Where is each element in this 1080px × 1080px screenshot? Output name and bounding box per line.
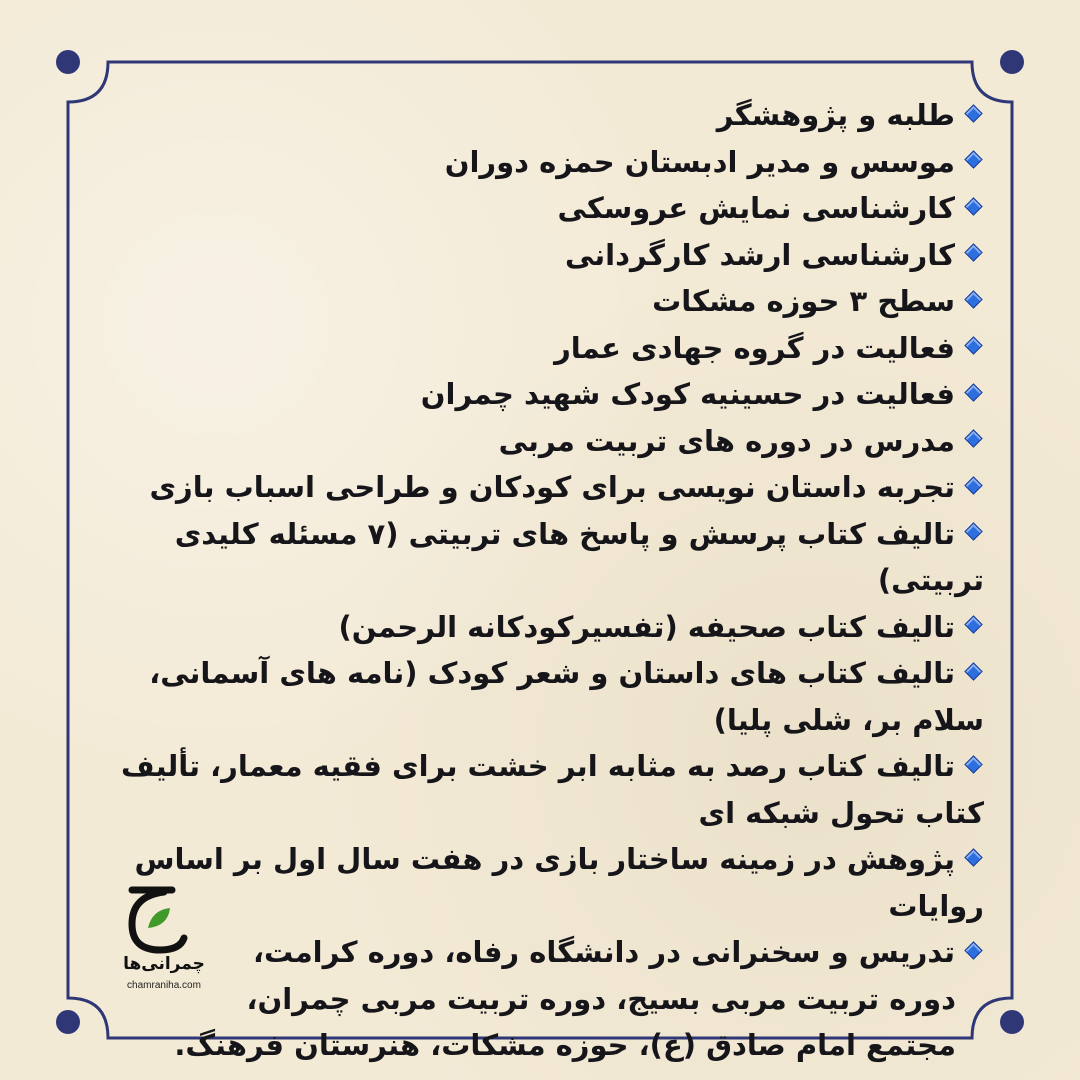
logo-url: chamraniha.com <box>127 980 201 991</box>
list-item <box>112 464 984 511</box>
list-item-text: فعالیت در گروه جهادی عمار <box>554 330 955 365</box>
list-item <box>112 418 984 465</box>
list-item <box>112 650 984 743</box>
diamond-bullet-icon <box>964 522 982 540</box>
list-item-text: موسس و مدیر ادبستان حمزه دوران <box>444 144 955 179</box>
chamraniha-logo <box>106 876 222 1006</box>
list-item-text: تالیف کتاب رصد به مثابه ابر خشت برای فقیه معمار، تألیف کتاب تحول شبکه ای <box>121 749 984 830</box>
diamond-bullet-icon <box>964 150 982 168</box>
diamond-bullet-icon <box>964 197 982 215</box>
list-item <box>112 139 984 186</box>
list-item-continuation: مجتمع امام صادق (ع)، حوزه مشکات، هنرستان فرهنگ. <box>174 1028 956 1062</box>
list-item <box>112 92 984 139</box>
diamond-bullet-icon <box>964 755 982 773</box>
list-item <box>112 185 984 232</box>
diamond-bullet-icon <box>964 243 982 261</box>
frame-corner-dot-bottom-right <box>1000 1010 1024 1034</box>
diamond-bullet-icon <box>964 615 982 633</box>
list-item <box>112 511 984 604</box>
list-item <box>112 929 984 976</box>
frame-corner-dot-bottom-left <box>56 1010 80 1034</box>
list-item-text: تالیف کتاب های داستان و شعر کودک (نامه های آسمانی، سلام بر، شلی پلیا) <box>149 656 984 737</box>
list-item <box>112 232 984 279</box>
list-item <box>112 604 984 651</box>
list-item <box>112 743 984 836</box>
list-item-text: کارشناسی ارشد کارگردانی <box>564 237 955 272</box>
list-item-text: تدریس و سخنرانی در دانشگاه رفاه، دوره کرامت، <box>252 935 955 969</box>
frame-corner-dot-top-left <box>56 50 80 74</box>
list-item-text: تالیف کتاب صحیفه (تفسیرکودکانه الرحمن) <box>338 609 955 644</box>
list-item-text: پژوهش در زمینه ساختار بازی در هفت سال اول بر اساس روایات <box>134 842 984 923</box>
list-item-text: تالیف کتاب پرسش و پاسخ های تربیتی (۷ مسئله کلیدی تربیتی) <box>174 516 984 597</box>
list-item-text: فعالیت در حسینیه کودک شهید چمران <box>420 377 955 411</box>
diamond-bullet-icon <box>964 662 982 680</box>
diamond-bullet-icon <box>964 429 982 447</box>
chamran-logo-icon <box>118 876 198 956</box>
list-item-continuation: دوره تربیت مربی بسیج، دوره تربیت مربی چمران، <box>246 981 956 1016</box>
diamond-bullet-icon <box>964 476 982 494</box>
list-item <box>112 836 984 929</box>
diamond-bullet-icon <box>964 104 982 122</box>
list-item-text: مدرس در دوره های تربیت مربی <box>498 423 955 458</box>
diamond-bullet-icon <box>964 290 982 308</box>
list-item <box>112 325 984 372</box>
logo-wordmark: چمرانی‌ها <box>123 954 205 974</box>
diamond-bullet-icon <box>964 848 982 866</box>
bio-list <box>112 92 984 1069</box>
diamond-bullet-icon <box>964 383 982 401</box>
list-item-text: تجربه داستان نویسی برای کودکان و طراحی اسباب بازی <box>149 470 955 504</box>
list-item-text: کارشناسی نمایش عروسکی <box>557 191 955 225</box>
diamond-bullet-icon <box>964 941 982 959</box>
list-item <box>112 278 984 325</box>
frame-corner-dot-top-right <box>1000 50 1024 74</box>
diamond-bullet-icon <box>964 336 982 354</box>
list-item-text: سطح ۳ حوزه مشکات <box>652 284 955 318</box>
list-item-text: طلبه و پژوهشگر <box>716 98 955 132</box>
list-item <box>112 371 984 418</box>
